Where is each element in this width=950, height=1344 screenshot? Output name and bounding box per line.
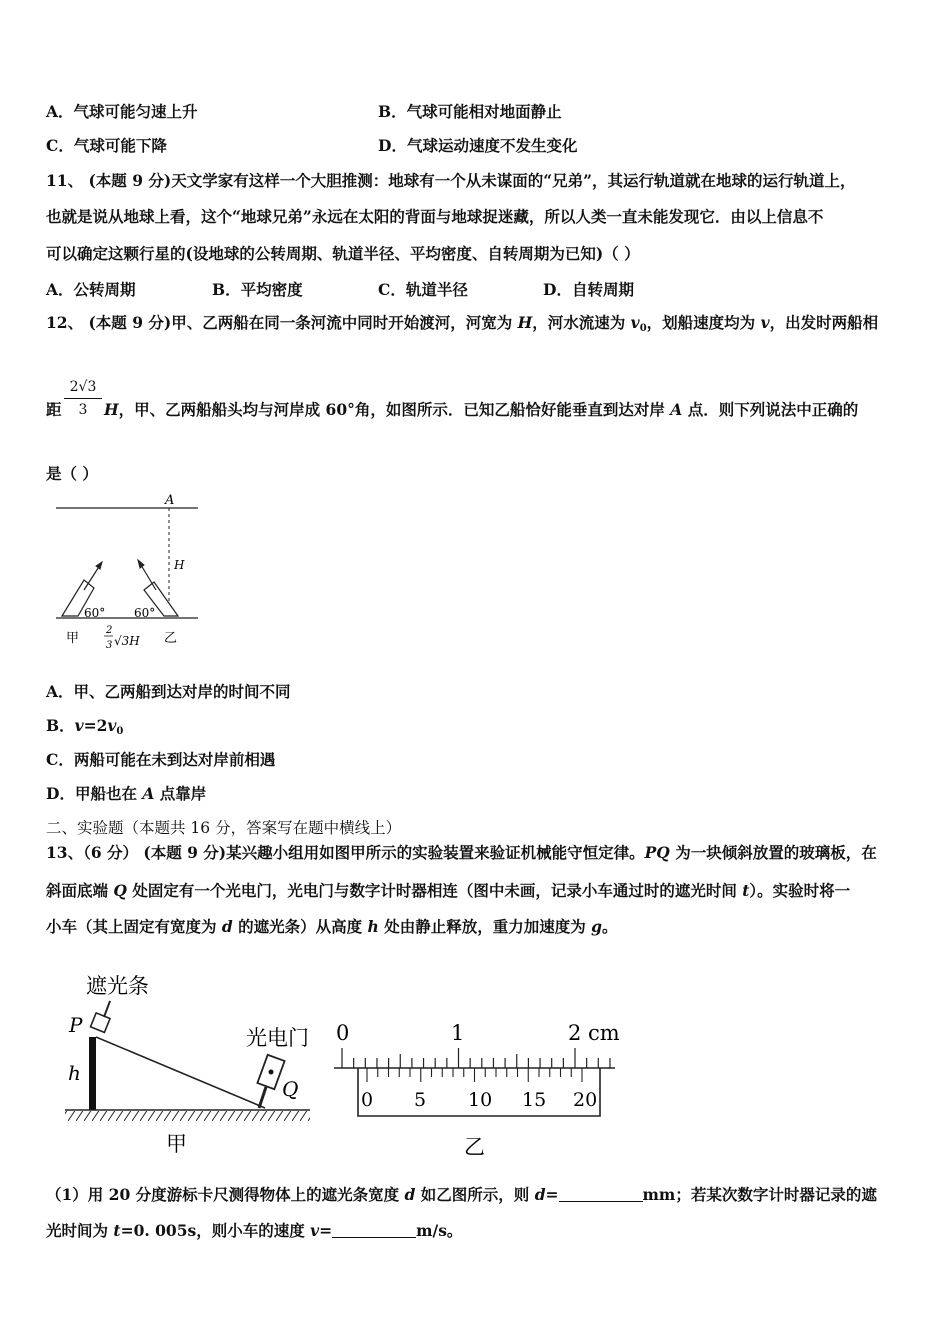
distance-num: 2 <box>106 625 113 636</box>
q12-option-b: B．$v=2v_0$ <box>46 716 124 737</box>
q10-option-b: B．气球可能相对地面静止 <box>378 102 562 121</box>
q13-sub1-line-2: 光时间为 t=0. 005s，则小车的速度 v= m/s。 <box>46 1221 463 1240</box>
q12-option-d: D．甲船也在 A 点靠岸 <box>46 784 207 803</box>
vernier-label-20: 20 <box>573 1089 598 1111</box>
q11-option-c: C．轨道半径 <box>378 280 468 299</box>
vernier-label-0: 0 <box>361 1089 374 1111</box>
main-label-0: 0 <box>336 1021 350 1045</box>
q12-line-3: 是（ ） <box>46 464 98 483</box>
q12-option-c: C．两船可能在未到达对岸前相遇 <box>46 750 276 769</box>
main-scale-labels <box>336 1021 620 1045</box>
answer-blank-d[interactable] <box>559 1187 643 1202</box>
q10-option-a: A．气球可能匀速上升 <box>46 102 198 121</box>
river-width-label: H <box>174 558 185 572</box>
main-scale-ticks <box>342 1048 610 1068</box>
point-p-label: P <box>69 1013 83 1037</box>
q13-line-2: 斜面底端 Q 处固定有一个光电门，光电门与数字计时器相连（图中未画，记录小车通过时的遮光时间 t）。实验时将一 <box>46 881 851 900</box>
vernier-label-15: 15 <box>522 1089 547 1111</box>
q12-option-a: A．甲、乙两船到达对岸的时间不同 <box>46 682 291 701</box>
vernier-label-10: 10 <box>468 1089 493 1111</box>
q12-distance-fraction: $\frac{2√3}{3}$ <box>64 376 102 421</box>
q11-option-b: B．平均密度 <box>212 280 303 299</box>
photogate-label: 光电门 <box>246 1026 309 1050</box>
vernier-scale-ticks <box>367 1068 582 1082</box>
q12-river-figure <box>48 490 208 660</box>
yi-label: 乙 <box>464 1135 485 1159</box>
answer-blank-v[interactable] <box>332 1223 416 1238</box>
q13-line-1: 13、（6 分） (本题 9 分)某兴趣小组用如图甲所示的实验装置来验证机械能守恒定律。PQ 为一块倾斜放置的玻璃板，在 <box>46 843 877 862</box>
q13-incline-figure <box>60 965 330 1160</box>
yi-label: 乙 <box>164 631 178 646</box>
q13-sub1-line-1: （1）用 20 分度游标卡尺测得物体上的遮光条宽度 d 如乙图所示，则 d= mm；若某次数字计时器记录的遮 <box>46 1185 877 1204</box>
incline-board <box>96 1037 265 1108</box>
q11-line-1: 11、 (本题 9 分)天文学家有这样一个大胆推测：地球有一个从未谋面的“兄弟”，其运行轨道就在地球的运行轨道上， <box>46 171 856 190</box>
q11-line-3: 可以确定这颗行星的(设地球的公转周期、轨道半径、平均密度、自转周期为已知)（ ） <box>46 244 640 263</box>
main-label-1: 1 <box>451 1021 465 1045</box>
q12-line-2-prefix: 距 <box>46 400 62 419</box>
height-label: h <box>68 1061 81 1085</box>
light-bar-label: 遮光条 <box>86 974 149 998</box>
light-bar-block <box>91 1001 111 1032</box>
q12-line-2: H，甲、乙两船船头均与河岸成 60°角，如图所示．已知乙船恰好能垂直到达对岸 A 点．则下列说法中正确的 <box>104 400 859 419</box>
main-label-2cm: 2 cm <box>568 1021 620 1045</box>
q10-option-c: C．气球可能下降 <box>46 136 167 155</box>
point-q-label: Q <box>282 1077 299 1101</box>
distance-den: 3 <box>106 640 113 651</box>
jia-label: 甲 <box>66 631 80 646</box>
q10-option-d: D．气球运动速度不发生变化 <box>378 136 578 155</box>
q11-option-a: A．公转周期 <box>46 280 136 299</box>
angle-jia-label: 60° <box>84 606 106 620</box>
distance-rest: √3H <box>114 634 140 648</box>
photogate <box>257 1055 284 1108</box>
jia-label: 甲 <box>166 1132 187 1156</box>
vernier-label-5: 5 <box>414 1089 427 1111</box>
vernier-scale-labels <box>361 1089 597 1111</box>
section-2-heading: 二、实验题（本题共 16 分，答案写在题中横线上） <box>46 819 402 837</box>
point-a-label: A <box>165 493 175 508</box>
q13-vernier-figure <box>330 1018 626 1160</box>
q13-line-3: 小车（其上固定有宽度为 d 的遮光条）从高度 h 处由静止释放，重力加速度为 g。 <box>46 917 618 936</box>
angle-yi-label: 60° <box>134 606 156 620</box>
support-pole <box>89 1037 96 1110</box>
q12-line-1: 12、 (本题 9 分)甲、乙两船在同一条河流中同时开始渡河，河宽为 H，河水流速为 $v_0$，划船速度均为 v，出发时两船相 <box>46 313 879 334</box>
q11-option-d: D．自转周期 <box>543 280 634 299</box>
q11-line-2: 也就是说从地球上看，这个“地球兄弟”永远在太阳的背面与地球捉迷藏，所以人类一直未能发现它．由以上信息不 <box>46 207 824 226</box>
